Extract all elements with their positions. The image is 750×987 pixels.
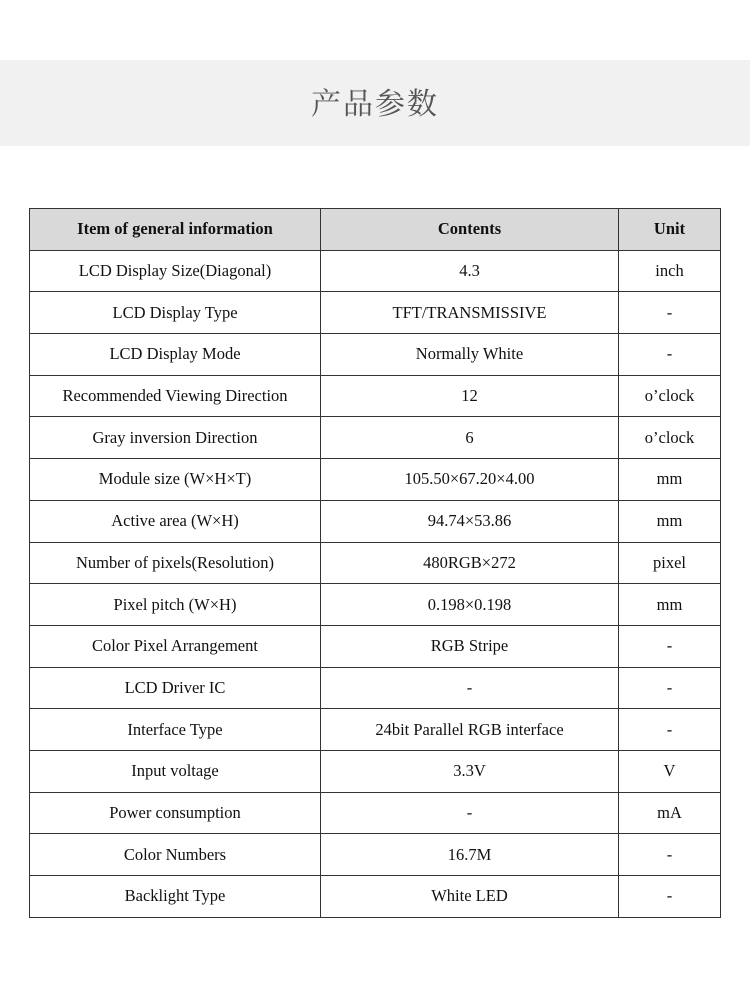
- unit-cell: V: [619, 750, 721, 792]
- unit-cell: -: [619, 709, 721, 751]
- unit-cell: -: [619, 667, 721, 709]
- unit-cell: mA: [619, 792, 721, 834]
- contents-cell: White LED: [321, 876, 619, 918]
- table-row: [30, 667, 721, 709]
- table-row: [30, 625, 721, 667]
- table-row: [30, 500, 721, 542]
- item-cell: Interface Type: [30, 709, 321, 751]
- item-cell: Power consumption: [30, 792, 321, 834]
- unit-cell: -: [619, 292, 721, 334]
- contents-cell: 94.74×53.86: [321, 500, 619, 542]
- contents-cell: TFT/TRANSMISSIVE: [321, 292, 619, 334]
- contents-cell: Normally White: [321, 334, 619, 376]
- contents-cell: -: [321, 792, 619, 834]
- table-row: [30, 250, 721, 292]
- item-cell: Number of pixels(Resolution): [30, 542, 321, 584]
- table-row: [30, 459, 721, 501]
- column-header-item: Item of general information: [30, 209, 321, 251]
- unit-cell: pixel: [619, 542, 721, 584]
- contents-cell: 16.7M: [321, 834, 619, 876]
- unit-cell: o’clock: [619, 375, 721, 417]
- contents-cell: RGB Stripe: [321, 625, 619, 667]
- item-cell: LCD Display Mode: [30, 334, 321, 376]
- unit-cell: -: [619, 334, 721, 376]
- item-cell: Recommended Viewing Direction: [30, 375, 321, 417]
- contents-cell: 12: [321, 375, 619, 417]
- table-row: [30, 334, 721, 376]
- table-row: [30, 584, 721, 626]
- contents-cell: 480RGB×272: [321, 542, 619, 584]
- contents-cell: 4.3: [321, 250, 619, 292]
- contents-cell: 6: [321, 417, 619, 459]
- unit-cell: -: [619, 876, 721, 918]
- table-row: [30, 792, 721, 834]
- table-row: [30, 876, 721, 918]
- table-row: [30, 709, 721, 751]
- table-row: [30, 542, 721, 584]
- column-header-unit: Unit: [619, 209, 721, 251]
- item-cell: LCD Display Size(Diagonal): [30, 250, 321, 292]
- page-title: 产品参数: [311, 87, 439, 122]
- table-row: [30, 417, 721, 459]
- contents-cell: 105.50×67.20×4.00: [321, 459, 619, 501]
- unit-cell: mm: [619, 500, 721, 542]
- contents-cell: 24bit Parallel RGB interface: [321, 709, 619, 751]
- item-cell: Color Numbers: [30, 834, 321, 876]
- contents-cell: -: [321, 667, 619, 709]
- contents-cell: 3.3V: [321, 750, 619, 792]
- unit-cell: mm: [619, 459, 721, 501]
- item-cell: Pixel pitch (W×H): [30, 584, 321, 626]
- unit-cell: -: [619, 834, 721, 876]
- item-cell: Gray inversion Direction: [30, 417, 321, 459]
- item-cell: LCD Display Type: [30, 292, 321, 334]
- column-header-contents: Contents: [321, 209, 619, 251]
- item-cell: Module size (W×H×T): [30, 459, 321, 501]
- table-row: [30, 750, 721, 792]
- table-row: [30, 292, 721, 334]
- item-cell: Backlight Type: [30, 876, 321, 918]
- table-row: [30, 375, 721, 417]
- contents-cell: 0.198×0.198: [321, 584, 619, 626]
- item-cell: Input voltage: [30, 750, 321, 792]
- unit-cell: mm: [619, 584, 721, 626]
- table-header-row: [30, 209, 721, 251]
- title-banner: [0, 60, 750, 146]
- spec-table: [29, 208, 721, 918]
- item-cell: LCD Driver IC: [30, 667, 321, 709]
- item-cell: Color Pixel Arrangement: [30, 625, 321, 667]
- table-row: [30, 834, 721, 876]
- unit-cell: o’clock: [619, 417, 721, 459]
- unit-cell: -: [619, 625, 721, 667]
- unit-cell: inch: [619, 250, 721, 292]
- item-cell: Active area (W×H): [30, 500, 321, 542]
